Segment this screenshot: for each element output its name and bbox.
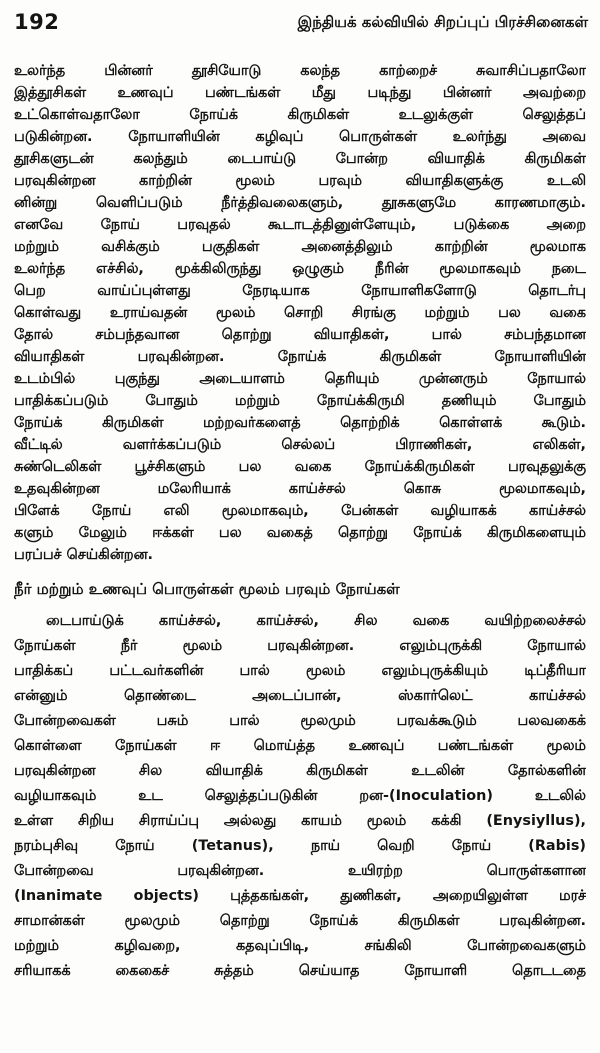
text-line: (Inanimate objects) புத்தகங்கள், துணிகள், அறையிலுள்ள மரச்	[14, 888, 586, 904]
text-line: னின்று வெளிப்படும் நீர்த்திவலைகளும், தூசுகளுமே காரணமாகும்.	[14, 195, 586, 211]
text-line: பரப்பச் செய்கின்றன.	[14, 547, 154, 563]
text-line: மற்றும் கழிவறை, கதவுப்பிடி, சங்கிலி போன்றவைகளும்	[14, 938, 586, 954]
text-line: உட்கொள்வதாலோ நோய்க் கிருமிகள் உடலுக்குள் செலுத்தப்	[14, 107, 586, 123]
text-line: வீட்டில் வளர்க்கப்படும் செல்லப் பிராணிகள், எலிகள்,	[14, 437, 586, 453]
text-line: தோல் சம்பந்தவான தொற்று வியாதிகள், பால் சம்பந்தமான	[14, 327, 586, 343]
text-line: கொள்ளை நோய்கள் ஈ மொய்த்த உணவுப் பண்டங்கள் மூலம்	[14, 738, 586, 754]
text-line: உதவுகின்றன மலேரியாக் காய்ச்சல் கொசு மூலமாகவும்,	[14, 481, 586, 497]
text-line: உள்ள சிறிய சிராய்ப்பு அல்லது காயம் மூலம் கக்கி (Enysiyllus),	[14, 813, 586, 829]
text-line: உலர்ந்த பின்னர் தூசியோடு கலந்த காற்றைச் சுவாசிப்பதாலோ	[14, 63, 586, 79]
text-line: சரியாகக் கைகைச் சுத்தம் செய்யாத நோயாளி தொடடதை	[14, 963, 586, 979]
text-line: நோய்க் கிருமிகள் மற்றவர்களைத் தொற்றிக் கொள்ளக் கூடும்.	[14, 415, 586, 431]
text-line: சாமான்கள் மூலமும் தொற்று நோய்க் கிருமிகள் பரவுகின்றன.	[14, 913, 586, 929]
text-line: உடம்பில் புகுந்து அடையாளம் தெரியும் முன்னரும் நோயால்	[14, 371, 586, 387]
text-line: பரவுகின்றன சில வியாதிக் கிருமிகள் உடலின் தோல்களின்	[14, 763, 586, 779]
text-line: பெற வாய்ப்புள்ளது நேரடியாக நோயாளிகளோடு தொடர்பு	[14, 283, 586, 299]
text-line: பரவுகின்றன காற்றின் மூலம் பரவும் வியாதிகளுக்கு உடலி	[14, 173, 586, 189]
text-line: போன்றவைகள் பசும் பால் மூலமும் பரவக்கூடும் பலவகைக்	[14, 713, 586, 729]
text-line: பாதிக்கப்படும் போதும் மற்றும் நோய்க்கிருமி தணியும் போதும்	[14, 393, 586, 409]
text-line: நரம்புசிவு நோய் (Tetanus), நாய் வெறி நோய் (Rabis)	[14, 838, 586, 854]
text-line: சுண்டெலிகள் பூச்சிகளும் பல வகை நோய்க்கிருமிகள் பரவுதலுக்கு	[14, 459, 586, 475]
text-line: நோய்கள் நீர் மூலம் பரவுகின்றன. எலும்புருக்கி நோயால்	[14, 638, 586, 654]
text-line: கொள்வது உராய்வதன் மூலம் சொறி சிரங்கு மற்றும் பல வகை	[14, 305, 586, 321]
text-line: போன்றவை பரவுகின்றன. உயிரற்ற பொருள்களான	[14, 863, 586, 879]
text-line: தூசிகளுடன் கலந்தும் டைபாய்டு போன்ற வியாதிக் கிருமிகள்	[14, 151, 586, 167]
text-line: களும் மேலும் ஈக்கள் பல வகைத் தொற்று நோய்க் கிருமிகளையும்	[14, 525, 586, 541]
text-line: படுகின்றன. நோயாளியின் கழிவுப் பொருள்கள் உலர்ந்து அவை	[14, 129, 586, 145]
text-line: உலர்ந்த எச்சில், மூக்கிலிருந்து ஒழுகும் நீரின் மூலமாகவும் நடை	[14, 261, 586, 277]
text-line: எனவே நோய் பரவுதல் கூடாடத்தினுள்ளேயும், படுக்கை அறை	[14, 217, 586, 233]
page-number: 192	[14, 10, 60, 34]
text-line: மற்றும் வசிக்கும் பகுதிகள் அனைத்திலும் காற்றின் மூலமாக	[14, 239, 586, 255]
text-line: வியாதிகள் பரவுகின்றன. நோய்க் கிருமிகள் நோயாளியின்	[14, 349, 586, 365]
section-heading: நீர் மற்றும் உணவுப் பொருள்கள் மூலம் பரவும் நோய்கள்	[14, 580, 400, 598]
text-line: வழியாகவும் உட செலுத்தப்படுகின் றன-(Inoculation) உடலில்	[14, 788, 586, 804]
text-line: டைபாய்டுக் காய்ச்சல், காய்ச்சல், சில வகை வயிற்றலைச்சல்	[46, 613, 586, 629]
page-header	[14, 10, 588, 44]
text-line: என்னும் தொண்டை அடைப்பான், ஸ்கார்லெட் காய்ச்சல்	[14, 688, 586, 704]
running-title: இந்தியக் கல்வியில் சிறப்புப் பிரச்சினைகள்	[297, 13, 588, 31]
text-line: பாதிக்கப் பட்டவர்களின் பால் மூலம் எலும்புருக்கியும் டிப்தீரியா	[14, 663, 586, 679]
text-line: இத்தூசிகள் உணவுப் பண்டங்கள் மீது படிந்து பின்னர் அவற்றை	[14, 85, 586, 101]
text-line: பிளேக் நோய் எலி மூலமாகவும், பேன்கள் வழியாகக் காய்ச்சல்	[14, 503, 586, 519]
